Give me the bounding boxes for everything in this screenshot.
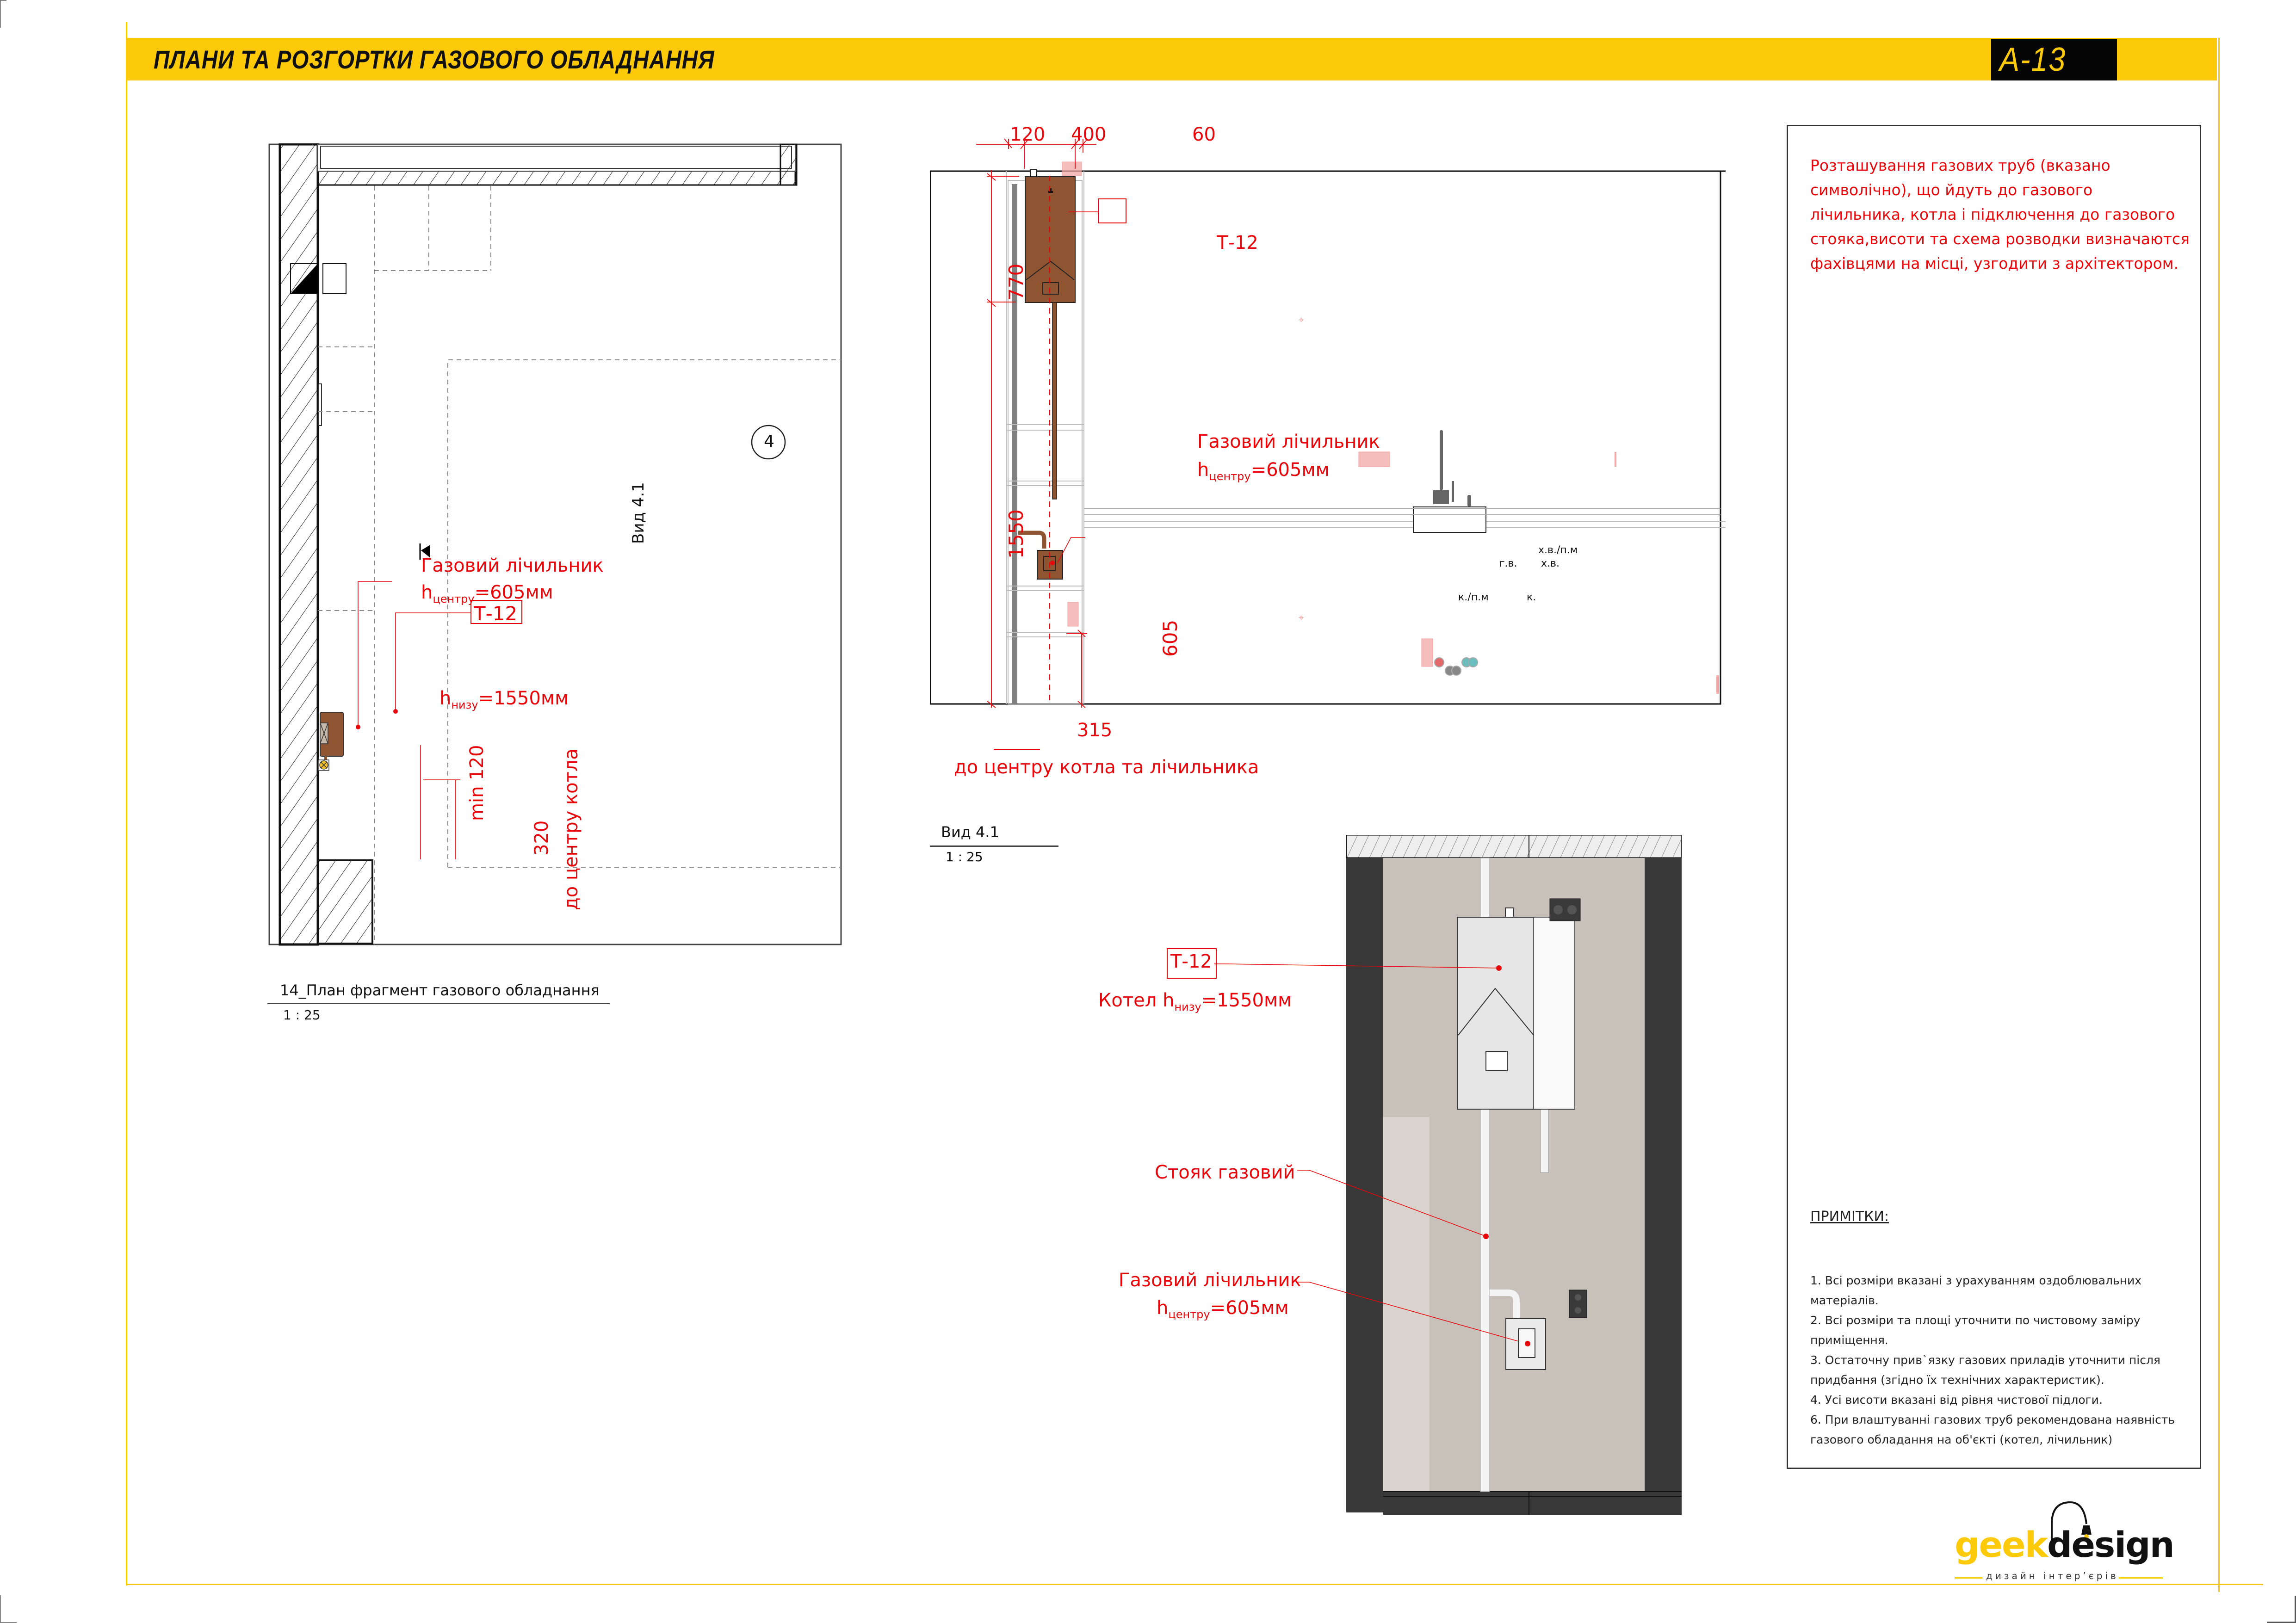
notes-panel (1787, 125, 2201, 1469)
svg-text:⌖: ⌖ (1299, 314, 1304, 325)
note-item: 4. Усі висоти вказані від рівня чистової підлоги. (1810, 1393, 2103, 1407)
crop-mark-top-left (0, 0, 6, 28)
plan-meter-height: $h_{центру}=605мм$ (421, 582, 553, 605)
elev-dim-315: 315 (1077, 720, 1113, 741)
plan-view-marker-label: Вид 4.1 (629, 482, 648, 544)
note-item: 1. Всі розміри вказані з урахуванням оздоблювальних матеріалів. (1810, 1274, 2142, 1307)
sheet-number: А-13 (1999, 41, 2067, 78)
label-hot-water: г.в. (1499, 558, 1517, 569)
plan-boiler-height: $h_{низу}=1550мм$ (439, 688, 569, 711)
note-item: 3. Остаточну прив`язку газових приладів уточнити після придбання (згідно їх технічних характеристик). (1810, 1353, 2160, 1387)
crop-mark-bottom-right (2267, 1596, 2296, 1623)
elev-caption-title: Вид 4.1 (941, 823, 999, 841)
logo-line-left (1955, 1577, 1982, 1579)
elev-dim-315-note: до центру котла та лічильника (954, 757, 1259, 778)
elev-meter-height: $h_{центру}=605мм$ (1197, 459, 1330, 483)
title-bar (126, 38, 2217, 80)
elev-dim-605: 605 (1159, 619, 1182, 657)
elev-dim-60: 60 (1192, 124, 1216, 145)
label-cold-water: х.в. (1541, 558, 1560, 569)
label-sewer-washer: к./п.м (1458, 592, 1489, 603)
plan-drawing-svg (268, 143, 842, 946)
render-meter-height: $h_{центру}=605мм$ (1157, 1297, 1289, 1321)
render-meter-label: Газовий лічильник (1119, 1270, 1301, 1291)
room-tag-number: 4 (764, 432, 774, 451)
frame-left-line (126, 22, 127, 1586)
elev-boiler-tag: Т-12 (1217, 232, 1258, 253)
frame-bottom-line (126, 1584, 2263, 1585)
note-item: 6. При влаштуванні газових труб рекомендована наявність газового обладання на об'єкті (котел, лічильник) (1810, 1413, 2175, 1446)
crop-mark-bottom-left (0, 1595, 17, 1623)
render-boiler-tag: Т-12 (1170, 951, 1212, 972)
elev-caption-scale: 1 : 25 (946, 849, 983, 864)
elev-dim-770: 770 (1005, 263, 1027, 301)
label-sewer: к. (1527, 592, 1536, 603)
logo-design: design (2047, 1524, 2174, 1565)
frame-right-line (2218, 38, 2220, 1592)
plan-meter-label: Газовий лічильник (421, 555, 604, 576)
elev-dim-1550: 1550 (1005, 509, 1027, 559)
elev-dim-120: 120 (1010, 124, 1046, 145)
plan-boiler-tag: Т-12 (474, 602, 518, 625)
elevation-drawing-svg (930, 116, 1726, 708)
svg-text:⌖: ⌖ (1299, 612, 1304, 623)
note-item: 2. Всі розміри та площі уточнити по чистовому заміру приміщення. (1810, 1314, 2141, 1347)
plan-caption-title: 14_План фрагмент газового обладнання (280, 981, 600, 999)
elev-meter-label: Газовий лічильник (1197, 431, 1380, 452)
plan-dim-note: до центру котла (561, 748, 582, 910)
sheet-number-badge (1991, 39, 2117, 80)
gas-pipes-warning: Розташування газових труб (вказано символічно), що йдуть до газового лічильника, котла і підключення до газового стояка,висоти та схема розводки визначаются фахівцями на місці, узгодити з архітектором. (1810, 156, 2190, 272)
notes-title: ПРИМІТКИ: (1810, 1209, 1889, 1225)
elev-caption-rule (930, 845, 1058, 847)
notes-list (1810, 1271, 2194, 1450)
plan-dim-min120: min 120 (466, 745, 488, 821)
sheet-title: ПЛАНИ ТА РОЗГОРТКИ ГАЗОВОГО ОБЛАДНАННЯ (154, 45, 715, 74)
label-cold-water-washer: х.в./п.м (1538, 544, 1578, 556)
logo-line-right (2119, 1577, 2163, 1579)
plan-dim-320: 320 (531, 820, 552, 856)
plan-caption-rule (267, 1003, 610, 1004)
elev-dim-315-line (994, 749, 1040, 750)
elevation-drawing (930, 116, 1726, 708)
plan-caption-scale: 1 : 25 (283, 1007, 321, 1023)
logo-wordmark (1955, 1524, 2174, 1565)
logo-tagline: дизайн інтер’єрів (1986, 1570, 2119, 1581)
logo-geek: geek (1955, 1524, 2048, 1565)
company-logo (1955, 1499, 2177, 1582)
render-boiler-label: Котел $h_{низу}=1550мм$ (1098, 990, 1292, 1013)
render-riser-label: Стояк газовий (1155, 1162, 1295, 1183)
plan-drawing (268, 143, 842, 946)
elev-dim-400: 400 (1071, 124, 1107, 145)
